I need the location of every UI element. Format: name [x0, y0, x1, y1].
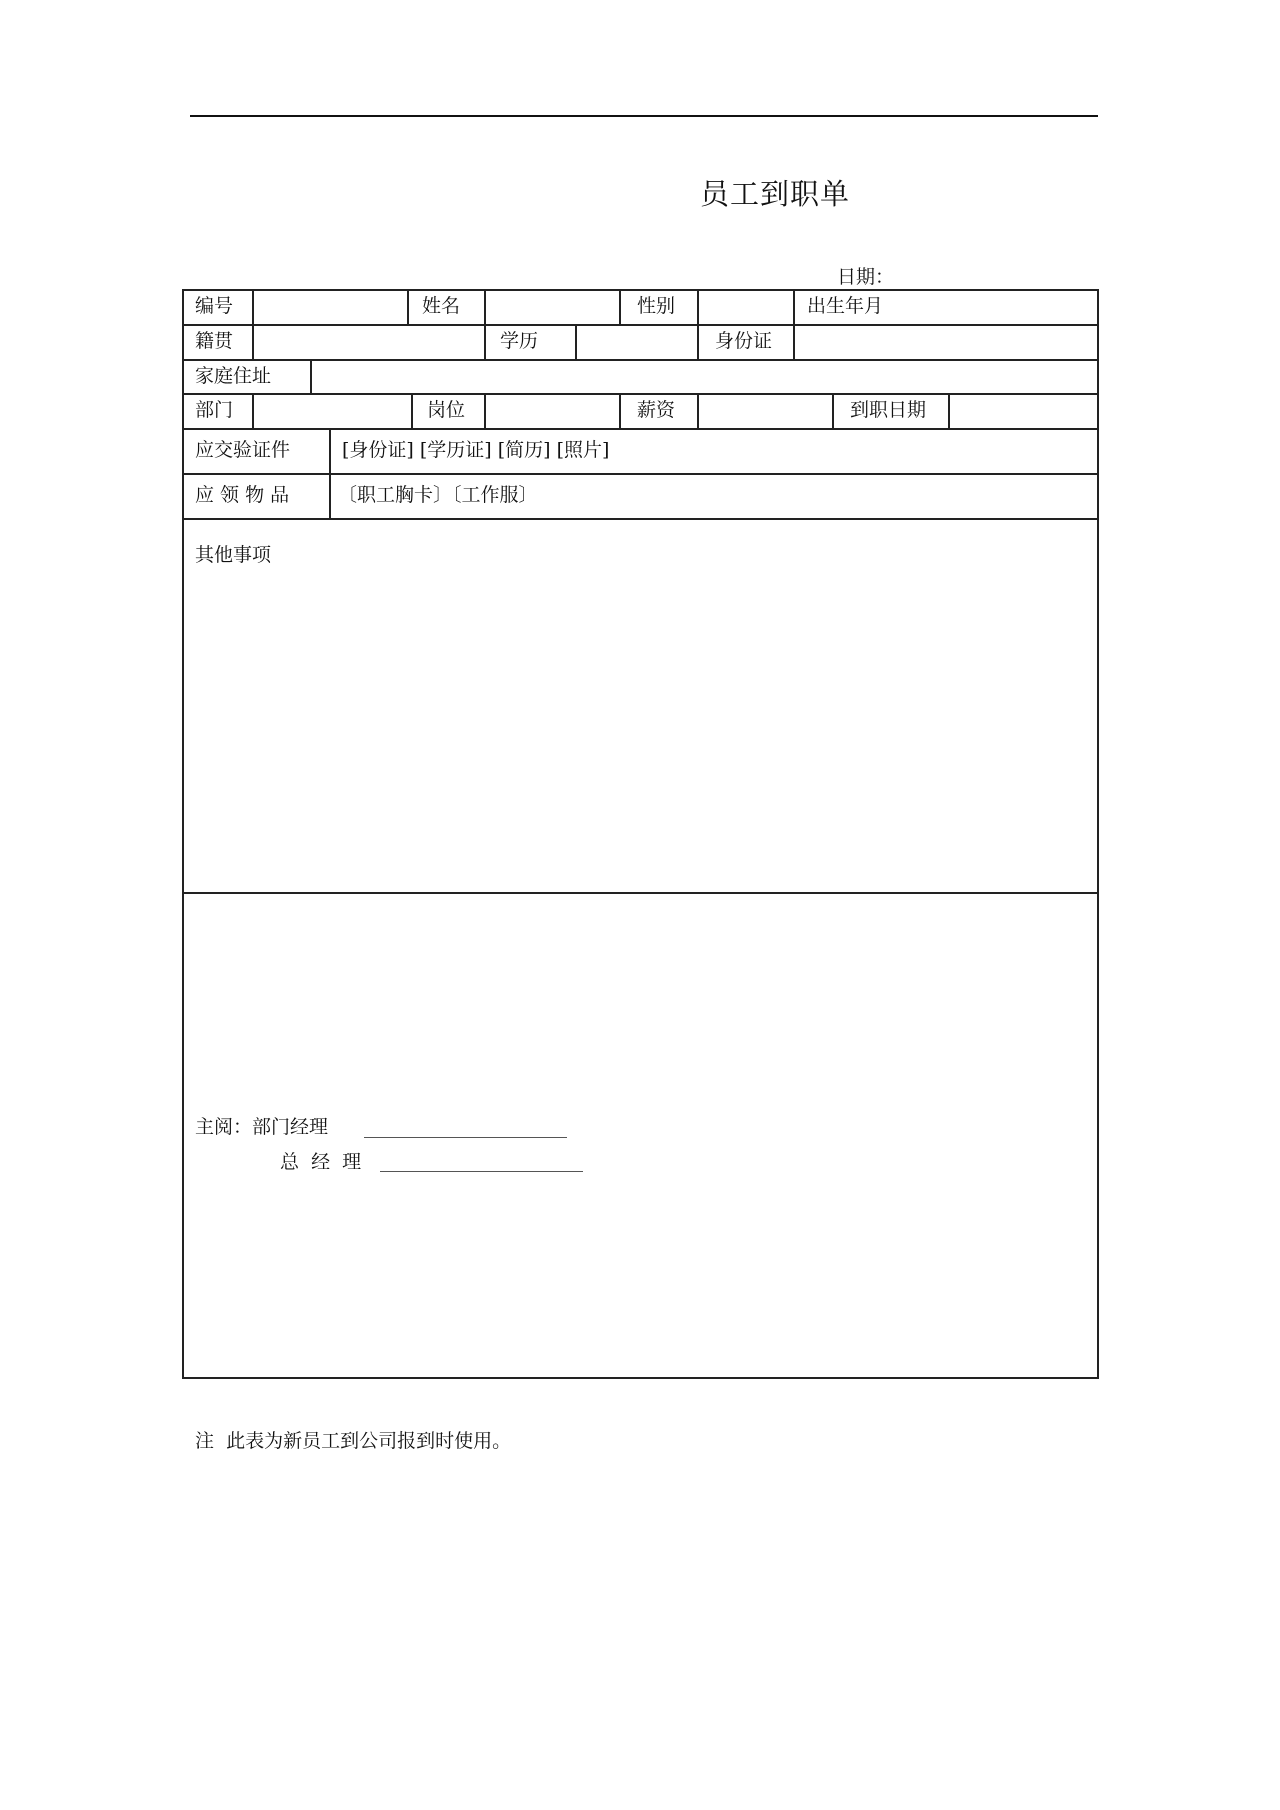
- col-divider: [697, 324, 699, 359]
- label-gender: 性别: [637, 295, 676, 317]
- items-value: 〔职工胸卡〕〔工作服〕: [338, 484, 538, 506]
- label-home-address: 家庭住址: [195, 365, 272, 387]
- label-department: 部门: [195, 399, 234, 421]
- education-field[interactable]: [577, 326, 696, 358]
- number-field[interactable]: [254, 291, 406, 323]
- table-border-right: [1097, 289, 1099, 1378]
- id-card-field[interactable]: [795, 326, 1096, 358]
- salary-field[interactable]: [699, 395, 831, 427]
- row-divider: [182, 428, 1099, 430]
- label-items: 应 领 物 品: [195, 484, 290, 506]
- row-divider: [182, 473, 1099, 475]
- gender-field[interactable]: [699, 291, 792, 323]
- col-divider: [484, 324, 486, 359]
- col-divider: [793, 289, 795, 324]
- label-start-date: 到职日期: [850, 399, 927, 421]
- col-divider: [329, 428, 331, 518]
- label-position: 岗位: [427, 399, 466, 421]
- department-field[interactable]: [254, 395, 410, 427]
- label-id-card: 身份证: [715, 330, 773, 352]
- footnote: 注 此表为新员工到公司报到时使用。: [195, 1430, 512, 1452]
- date-label: 日期：: [837, 266, 895, 288]
- native-place-field[interactable]: [254, 326, 483, 358]
- other-matters-field[interactable]: [184, 575, 1096, 890]
- start-date-field[interactable]: [950, 395, 1096, 427]
- row-divider: [182, 892, 1099, 894]
- label-birth: 出生年月: [807, 295, 884, 317]
- gm-signature-line[interactable]: [380, 1171, 583, 1172]
- label-education: 学历: [500, 330, 539, 352]
- table-border-bottom: [182, 1377, 1099, 1379]
- name-field[interactable]: [486, 291, 618, 323]
- col-divider: [411, 393, 413, 428]
- col-divider: [832, 393, 834, 428]
- label-salary: 薪资: [637, 399, 676, 421]
- label-other: 其他事项: [195, 544, 272, 566]
- dept-manager-signature-line[interactable]: [364, 1137, 567, 1138]
- page-title: 员工到职单: [700, 177, 851, 211]
- label-documents: 应交验证件: [195, 439, 291, 461]
- documents-value: [身份证] [学历证] [简历] [照片]: [342, 439, 610, 461]
- label-name: 姓名: [422, 295, 461, 317]
- label-native-place: 籍贯: [195, 330, 234, 352]
- row-divider: [182, 518, 1099, 520]
- col-divider: [407, 289, 409, 324]
- signature-prefix: 主阅：部门经理: [195, 1116, 329, 1138]
- col-divider: [619, 393, 621, 428]
- label-number: 编号: [195, 295, 234, 317]
- col-divider: [619, 289, 621, 324]
- position-field[interactable]: [486, 395, 618, 427]
- home-address-field[interactable]: [312, 361, 1096, 392]
- gm-label: 总 经 理: [280, 1151, 362, 1173]
- top-rule: [190, 115, 1098, 117]
